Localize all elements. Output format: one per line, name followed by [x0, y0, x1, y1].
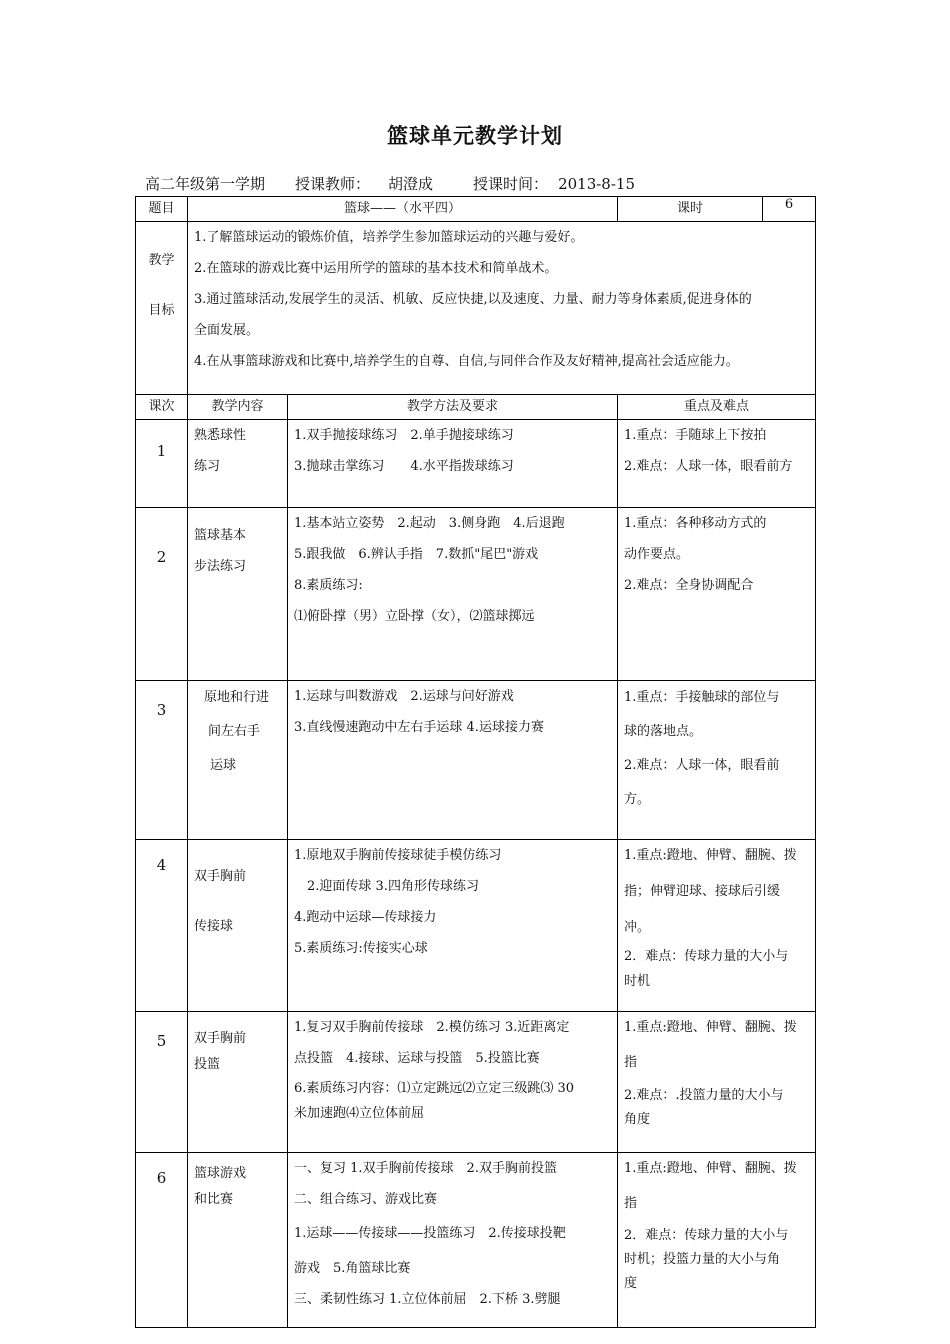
method-line: 1.原地双手胸前传接球徒手模仿练习: [294, 848, 502, 863]
lesson-key: [618, 840, 816, 1012]
method-line: 1.运球——传接球——投篮练习 2.传接球投靶: [294, 1226, 566, 1241]
method-line: 2.迎面传球 3.四角形传球练习: [294, 879, 479, 894]
lesson-method: [288, 508, 618, 681]
hours-value: 6: [763, 197, 816, 222]
lesson-row: [136, 681, 816, 840]
lesson-content: [188, 1012, 288, 1153]
key-line: 1.重点：各种移动方式的: [624, 516, 767, 531]
goals-label-line-2: 目标: [148, 303, 175, 318]
topic-row: [136, 197, 816, 222]
method-line: ⑴俯卧撑（男）立卧撑（女），⑵篮球掷远: [294, 609, 535, 624]
method-line: 米加速跑⑷立位体前屈: [294, 1106, 425, 1121]
key-line: 球的落地点。: [624, 724, 703, 739]
key-line: 动作要点。: [624, 547, 690, 562]
content-line: 双手胸前: [194, 1031, 247, 1046]
key-line: 2.难点：人球一体，眼看前方: [624, 459, 793, 474]
method-line: 3.抛球击掌练习 4.水平指拨球练习: [294, 459, 514, 474]
goal-item: 2.在篮球的游戏比赛中运用所学的篮球的基本技术和简单战术。: [194, 261, 558, 276]
method-line: 1.双手抛接球练习 2.单手抛接球练习: [294, 428, 514, 443]
key-line: 角度: [624, 1112, 651, 1127]
content-line: 练习: [194, 459, 221, 474]
hours-label: 课时: [618, 197, 763, 222]
method-line: 二、组合练习、游戏比赛: [294, 1192, 438, 1207]
method-line: 游戏 5.角篮球比赛: [294, 1261, 411, 1276]
method-line: 5.素质练习:传接实心球: [294, 941, 428, 956]
method-line: 6.素质练习内容：⑴立定跳远⑵立定三级跳⑶ 30: [294, 1081, 575, 1096]
topic-label: 题目: [136, 197, 188, 222]
date-label: 授课时间：: [473, 175, 549, 193]
lesson-method: [288, 681, 618, 840]
lesson-number: 4: [136, 840, 188, 1012]
lesson-number: 3: [136, 681, 188, 840]
content-line: 篮球游戏: [194, 1166, 247, 1181]
method-line: 8.素质练习:: [294, 578, 363, 593]
content-line: 运球: [210, 758, 237, 773]
lesson-method: [288, 840, 618, 1012]
goals-label-line-1: 教学: [148, 253, 175, 268]
key-line: 1.重点：手接触球的部位与: [624, 690, 780, 705]
lesson-row: [136, 508, 816, 681]
lesson-number: 2: [136, 508, 188, 681]
lesson-method: [288, 1012, 618, 1153]
col-key: 重点及难点: [618, 395, 816, 420]
document-meta: [145, 173, 635, 194]
document-title: 篮球单元教学计划: [387, 123, 563, 148]
lesson-row: [136, 1153, 816, 1328]
method-line: 1.运球与叫数游戏 2.运球与问好游戏: [294, 689, 514, 704]
lesson-key: [618, 1153, 816, 1328]
method-line: 三、柔韧性练习 1.立位体前屈 2.下桥 3.劈腿: [294, 1292, 561, 1307]
content-line: 间左右手: [208, 724, 261, 739]
key-line: 度: [624, 1276, 638, 1291]
goals-list: [188, 222, 816, 395]
col-lesson: 课次: [136, 395, 188, 420]
date-value: 2013-8-15: [558, 175, 636, 193]
key-line: 1.重点:蹬地、伸臂、翻腕、拨: [624, 1020, 797, 1035]
key-line: 2.难点：全身协调配合: [624, 578, 754, 593]
key-line: 方。: [624, 792, 651, 807]
goal-item: 4.在从事篮球游戏和比赛中,培养学生的自尊、自信,与同伴合作及友好精神,提高社会适应能力。: [194, 354, 739, 369]
content-line: 熟悉球性: [194, 428, 247, 443]
lesson-method: [288, 420, 618, 508]
key-line: 时机；投篮力量的大小与角: [624, 1252, 781, 1267]
key-line: 2．难点：传球力量的大小与: [624, 1228, 789, 1243]
method-line: 一、复习 1.双手胸前传接球 2.双手胸前投篮: [294, 1161, 557, 1176]
lesson-number: 6: [136, 1153, 188, 1328]
goal-item: 1.了解篮球运动的锻炼价值，培养学生参加篮球运动的兴趣与爱好。: [194, 230, 584, 245]
key-line: 2.难点：人球一体，眼看前: [624, 758, 780, 773]
lesson-content: [188, 508, 288, 681]
method-line: 点投篮 4.接球、运球与投篮 5.投篮比赛: [294, 1051, 540, 1066]
content-line: 传接球: [194, 919, 234, 934]
col-content: 教学内容: [188, 395, 288, 420]
key-line: 2.难点：.投篮力量的大小与: [624, 1088, 784, 1103]
key-line: 指；伸臂迎球、接球后引缓: [624, 884, 781, 899]
lesson-content: [188, 420, 288, 508]
lesson-content: [188, 681, 288, 840]
method-line: 4.跑动中运球—传球接力: [294, 910, 437, 925]
key-line: 1.重点:蹬地、伸臂、翻腕、拨: [624, 848, 797, 863]
lesson-method: [288, 1153, 618, 1328]
key-line: 指: [624, 1055, 638, 1070]
method-line: 3.直线慢速跑动中左右手运球 4.运球接力赛: [294, 720, 544, 735]
plan-table: [135, 196, 816, 1328]
lesson-row: [136, 1012, 816, 1153]
goal-item: 全面发展。: [194, 323, 260, 338]
topic-value: 篮球——（水平四）: [188, 197, 618, 222]
content-line: 双手胸前: [194, 869, 247, 884]
method-line: 5.跟我做 6.辨认手指 7.数抓"尾巴"游戏: [294, 547, 539, 562]
key-line: 指: [624, 1196, 638, 1211]
lesson-row: [136, 420, 816, 508]
lesson-content: [188, 1153, 288, 1328]
lesson-content: [188, 840, 288, 1012]
column-header-row: [136, 395, 816, 420]
goals-row: [136, 222, 816, 395]
content-line: 原地和行进: [204, 690, 270, 705]
lesson-key: [618, 420, 816, 508]
lesson-number: 5: [136, 1012, 188, 1153]
key-line: 1.重点：手随球上下按拍: [624, 428, 767, 443]
goals-label: [136, 222, 188, 395]
lesson-key: [618, 1012, 816, 1153]
key-line: 2．难点：传球力量的大小与: [624, 949, 789, 964]
content-line: 投篮: [194, 1057, 221, 1072]
lesson-row: [136, 840, 816, 1012]
key-line: 1.重点:蹬地、伸臂、翻腕、拨: [624, 1161, 797, 1176]
teacher-name: 胡澄成: [388, 175, 434, 193]
content-line: 步法练习: [194, 559, 247, 574]
lesson-key: [618, 681, 816, 840]
content-line: 和比赛: [194, 1192, 234, 1207]
method-line: 1.复习双手胸前传接球 2.模仿练习 3.近距离定: [294, 1020, 570, 1035]
term: 高二年级第一学期: [145, 175, 266, 193]
lesson-key: [618, 508, 816, 681]
content-line: 篮球基本: [194, 528, 247, 543]
method-line: 1.基本站立姿势 2.起动 3.侧身跑 4.后退跑: [294, 516, 565, 531]
key-line: 冲。: [624, 920, 651, 935]
col-method: 教学方法及要求: [288, 395, 618, 420]
lesson-number: 1: [136, 420, 188, 508]
teacher-label: 授课教师：: [295, 175, 371, 193]
key-line: 时机: [624, 974, 651, 989]
goal-item: 3.通过篮球活动,发展学生的灵活、机敏、反应快捷,以及速度、力量、耐力等身体素质,促进身体的: [194, 292, 752, 307]
